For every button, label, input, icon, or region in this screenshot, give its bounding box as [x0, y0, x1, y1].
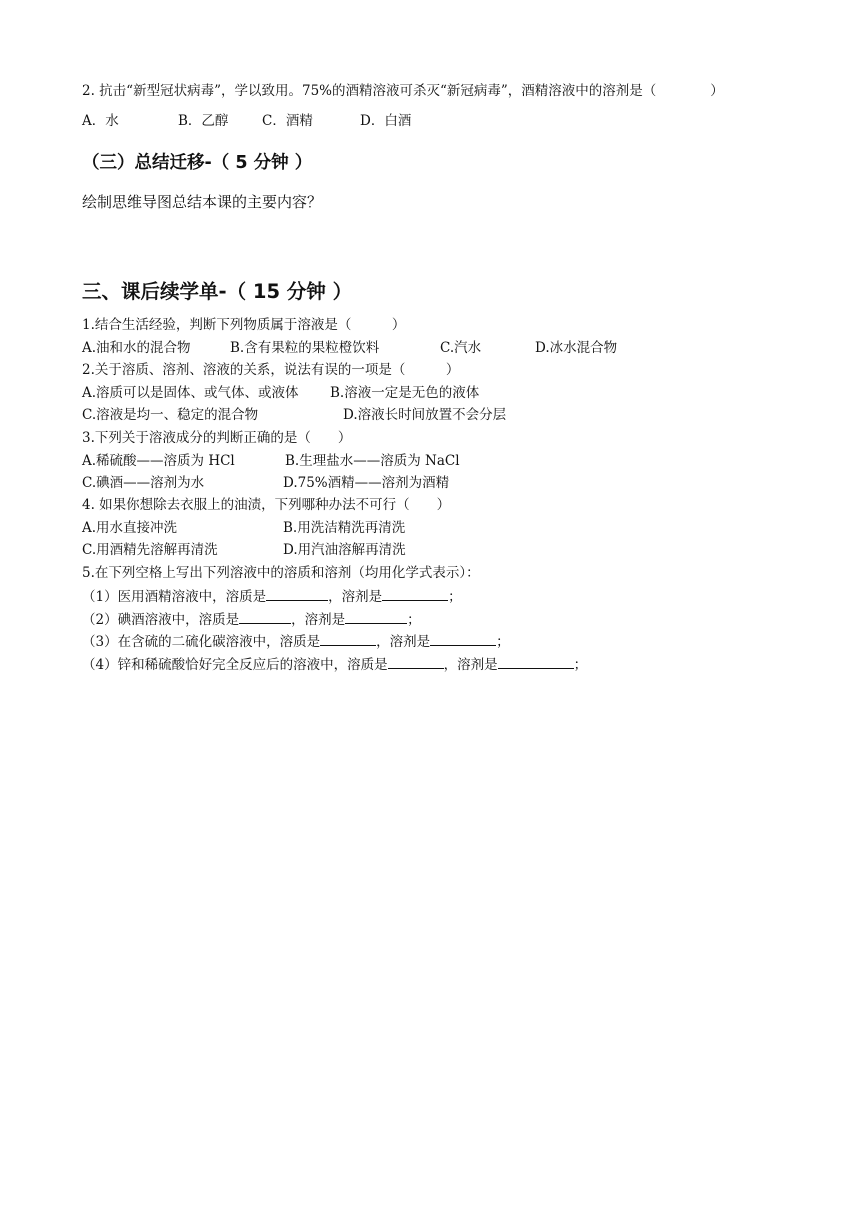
q1-stem: 1.结合生活经验，判断下列物质属于溶液是（ ）: [82, 317, 406, 333]
answer-blank-solute-1[interactable]: [266, 586, 328, 601]
q4-option-d: D.用汽油溶解再清洗: [283, 542, 406, 558]
q4-option-c: C.用酒精先溶解再清洗: [82, 542, 218, 558]
section-heading-after-class: 三、课后续学单-（ 15 分钟 ）: [82, 280, 353, 303]
option-c: C．酒精: [262, 113, 313, 129]
answer-blank-solute-4[interactable]: [388, 654, 444, 669]
q1-option-d: D.冰水混合物: [535, 340, 618, 356]
q4-stem: 4. 如果你想除去衣服上的油渍，下列哪种办法不可行（ ）: [82, 497, 451, 513]
q2-options-row1: [82, 384, 479, 402]
q3-option-a: A.稀硫酸——溶质为 HCl: [82, 453, 235, 469]
q1-option-b: B.含有果粒的果粒橙饮料: [230, 340, 380, 356]
q5-item-4: [82, 654, 587, 674]
q3-option-d: D.75%酒精——溶剂为酒精: [283, 475, 450, 491]
q3-stem: 3.下列关于溶液成分的判断正确的是（ ）: [82, 430, 352, 446]
q5-item-3: [82, 631, 510, 651]
q1-option-c: C.汽水: [440, 340, 482, 356]
q2-options-row2: [82, 406, 506, 424]
q5-item-4-end: ；: [573, 657, 588, 673]
answer-blank-solvent-4[interactable]: [498, 654, 574, 669]
q2-option-a: A.溶质可以是固体、或气体、或液体: [82, 385, 299, 401]
answer-blank-solvent-2[interactable]: [345, 609, 407, 624]
q3-options-row1: [82, 452, 460, 470]
q5-stem: 5.在下列空格上写出下列溶液中的溶质和溶剂（均用化学式表示）：: [82, 565, 480, 581]
q5-item-4-prefix: （4）锌和稀硫酸恰好完全反应后的溶液中，溶质是: [82, 657, 388, 673]
q5-item-2-prefix: （2）碘酒溶液中，溶质是: [82, 612, 240, 628]
q5-item-1-prefix: （1）医用酒精溶液中，溶质是: [82, 589, 267, 605]
q2-stem: 2.关于溶质、溶剂、溶液的关系，说法有误的一项是（ ）: [82, 362, 460, 378]
answer-blank-solute-3[interactable]: [320, 631, 376, 646]
q5-item-1-end: ；: [448, 589, 462, 605]
answer-blank-solute-2[interactable]: [239, 609, 291, 624]
q5-item-4-mid: ，溶剂是: [443, 657, 498, 673]
option-a: A．水: [82, 113, 119, 129]
q4-option-a: A.用水直接冲洗: [82, 520, 178, 536]
question-options: [82, 112, 411, 130]
q4-options-row1: [82, 519, 405, 537]
q3-option-b: B.生理盐水——溶质为 NaCl: [285, 453, 460, 469]
q5-item-2-end: ；: [407, 612, 421, 628]
answer-blank-solvent-3[interactable]: [430, 631, 496, 646]
q5-item-3-end: ；: [496, 634, 510, 650]
summary-prompt: 绘制思维导图总结本课的主要内容？: [82, 193, 323, 211]
q4-option-b: B.用洗洁精洗再清洗: [283, 520, 406, 536]
question-stem: 2. 抗击“新型冠状病毒”，学以致用。75%的酒精溶液可杀灭“新冠病毒”，酒精溶液中的溶剂是（ ）: [82, 83, 724, 99]
q5-item-2-mid: ，溶剂是: [291, 612, 346, 628]
q4-options-row2: [82, 541, 406, 559]
q5-item-1-mid: ，溶剂是: [328, 589, 383, 605]
q3-options-row2: [82, 474, 449, 492]
q1-option-a: A.油和水的混合物: [82, 340, 191, 356]
q2-option-c: C.溶液是均一、稳定的混合物: [82, 407, 259, 423]
q3-option-c: C.碘酒——溶剂为水: [82, 475, 205, 491]
option-d: D．白酒: [360, 113, 412, 129]
q2-option-d: D.溶液长时间放置不会分层: [343, 407, 507, 423]
option-b: B．乙醇: [178, 113, 229, 129]
section-heading-summary: （三）总结迁移-（ 5 分钟 ）: [82, 153, 313, 173]
q2-option-b: B.溶液一定是无色的液体: [330, 385, 480, 401]
answer-blank-solvent-1[interactable]: [382, 586, 448, 601]
q5-item-1: [82, 586, 462, 606]
q5-item-3-prefix: （3）在含硫的二硫化碳溶液中，溶质是: [82, 634, 321, 650]
q1-options: [82, 339, 617, 357]
q5-item-2: [82, 609, 421, 629]
q5-item-3-mid: ，溶剂是: [376, 634, 431, 650]
